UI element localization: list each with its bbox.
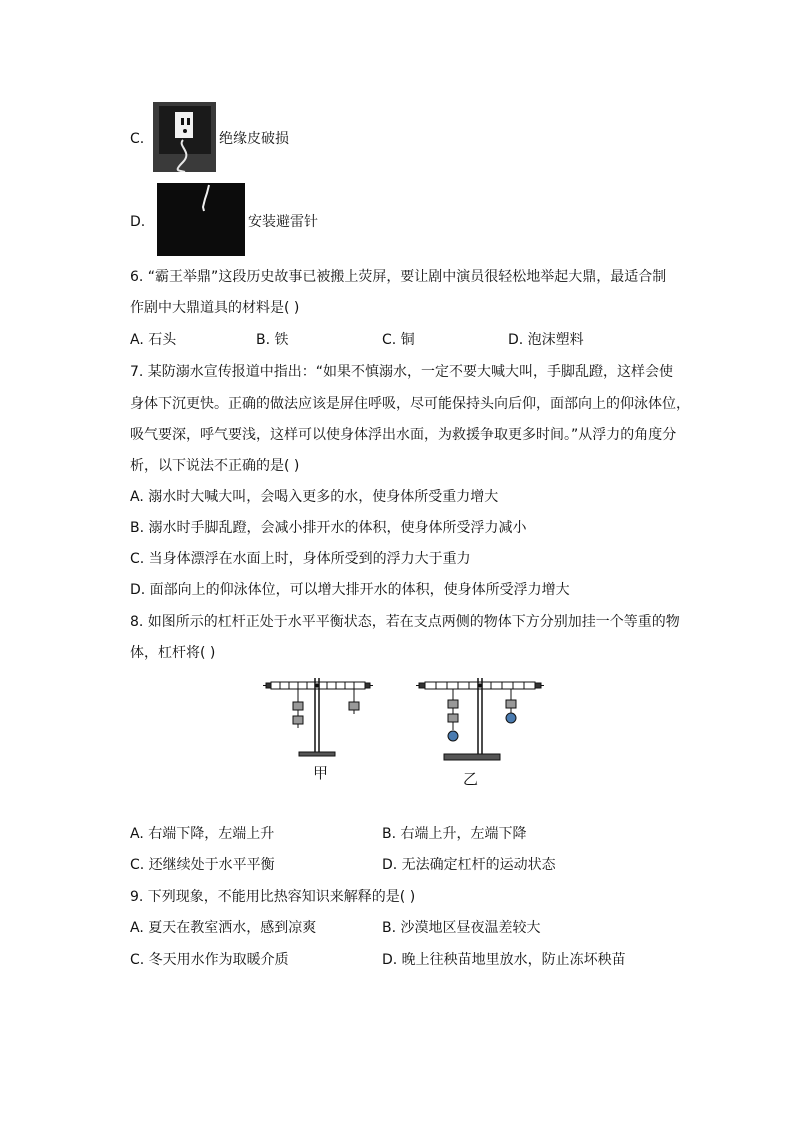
option-a: A. 溺水时大喊大叫，会喝入更多的水，使身体所受重力增大 [130, 489, 499, 505]
option-letter: C. [130, 131, 145, 147]
option-c: C. 冬天用水作为取暖介质 [130, 952, 289, 968]
option-b: B. 溺水时手脚乱蹬，会减小排开水的体积，使身体所受浮力减小 [130, 520, 527, 536]
option-c: C. 铜 [382, 332, 415, 348]
question-9-stem-line-1: 9. 下列现象，不能用比热容知识来解释的是( ) [130, 889, 416, 905]
question-8-stem-line-2: 体，杠杆将( ) [130, 645, 216, 661]
option-d: D. 无法确定杠杆的运动状态 [382, 857, 556, 873]
option-d-label: 安装避雷针 [248, 214, 318, 230]
question-7-stem-line-3: 吸气要深，呼气要浅，这样可以使身体浮出水面，为救援争取更多时间。”从浮力的角度分 [130, 427, 677, 443]
option-b: B. 铁 [256, 332, 289, 348]
question-8-stem-line-1: 8. 如图所示的杠杆正处于水平平衡状态，若在支点两侧的物体下方分别加挂一个等重的物 [130, 614, 680, 630]
option-d: D. 晚上往秧苗地里放水，防止冻坏秧苗 [382, 952, 626, 968]
question-7-stem-line-2: 身体下沉更快。正确的做法应该是屏住呼吸，尽可能保持头向后仰，面部向上的仰泳体位， [130, 396, 690, 412]
option-c: C. 还继续处于水平平衡 [130, 857, 275, 873]
option-b: B. 右端上升，左端下降 [382, 826, 527, 842]
option-a: A. 右端下降，左端上升 [130, 826, 275, 842]
question-6-stem-line-2: 作剧中大鼎道具的材料是( ) [130, 300, 300, 316]
figure-label-jia: 甲 [313, 764, 329, 782]
figure-label-yi: 乙 [463, 770, 479, 788]
option-c: C. 当身体漂浮在水面上时，身体所受到的浮力大于重力 [130, 551, 471, 567]
question-6-stem-line-1: 6. “霸王举鼎”这段历史故事已被搬上荧屏，要让剧中演员很轻松地举起大鼎，最适合制 [130, 269, 667, 285]
question-7-stem-line-1: 7. 某防溺水宣传报道中指出：“如果不慎溺水，一定不要大喊大叫，手脚乱蹬，这样会使 [130, 364, 674, 380]
option-d: D. 面部向上的仰泳体位，可以增大排开水的体积，使身体所受浮力增大 [130, 582, 570, 598]
option-letter: D. [130, 214, 146, 230]
question-7-stem-line-4: 析，以下说法不正确的是( ) [130, 458, 300, 474]
option-d: D. 泡沫塑料 [508, 332, 584, 348]
lever-apparatus-yi [416, 678, 544, 760]
lightning-rod-photo-icon [157, 183, 245, 256]
damaged-socket-photo-icon [153, 102, 216, 172]
option-c-label: 绝缘皮破损 [219, 131, 289, 147]
lever-apparatus-jia [263, 678, 373, 756]
option-a: A. 石头 [130, 332, 177, 348]
option-a: A. 夏天在教室洒水，感到凉爽 [130, 920, 317, 936]
option-b: B. 沙漠地区昼夜温差较大 [382, 920, 541, 936]
lever-figure [255, 668, 555, 793]
